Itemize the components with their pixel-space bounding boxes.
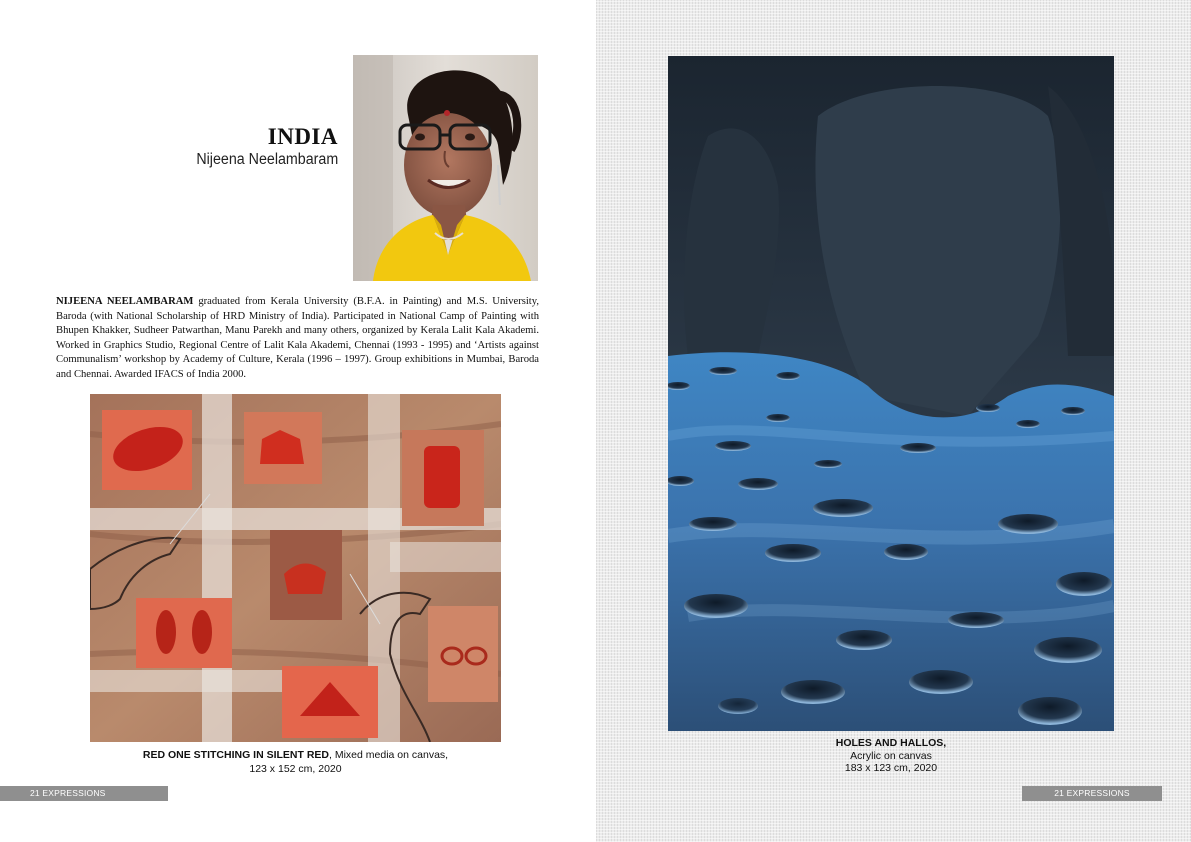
artwork-left-caption [90, 748, 501, 776]
bio-text: graduated from Kerala University (B.F.A. in Painting) and M.S. University, Baroda (with National Scholarship of HRD Ministry of India). Participated in National Camp of Painting with Bhupen Khakker, Sudheer Patwarthan, Manu Parekh and many others, organized by Kerala Lalit Kala Akademi. Worked in Graphics Studio, Regional Centre of Lalit Kala Akademi, Chennai (1993 - 1995) and ‘Artists against Communalism’ workshop by Academy of Culture, Kerala (1996 – 1997). Group exhibitions in Mumbai, Baroda and Chennai. Awarded IFACS of India 2000. [56, 296, 539, 380]
footer-right: 21 EXPRESSIONS [1022, 786, 1162, 801]
artwork-left-details: 123 x 152 cm, 2020 [249, 763, 342, 775]
artwork-right-details: 183 x 123 cm, 2020 [844, 762, 938, 774]
artwork-red-one-stitching [90, 394, 501, 742]
artist-bio [56, 295, 539, 383]
footer-left: 21 EXPRESSIONS [0, 786, 168, 801]
artwork-holes-and-hallos [668, 56, 1114, 731]
artwork-right-caption [668, 737, 1114, 775]
artist-portrait [353, 55, 538, 281]
artist-name: Nijeena Neelambaram [196, 151, 338, 168]
artwork-left-medium: , Mixed media on canvas, [329, 749, 449, 761]
country-title: INDIA [267, 124, 338, 149]
bio-name: NIJEENA NEELAMBARAM [56, 296, 194, 307]
artwork-left-caption-line1 [90, 748, 501, 762]
artist-heading [184, 124, 338, 170]
artwork-left-title: RED ONE STITCHING IN SILENT RED [142, 749, 330, 761]
artwork-right-medium: Acrylic on canvas [850, 749, 932, 762]
artwork-right-title: HOLES AND HALLOS, [835, 737, 947, 749]
